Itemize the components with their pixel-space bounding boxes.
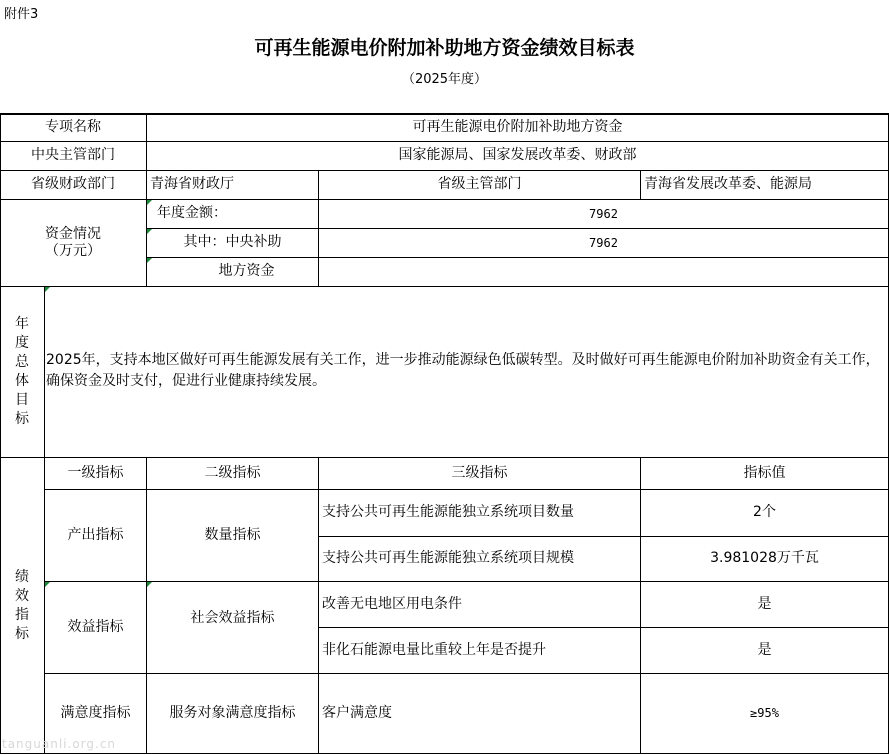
project-name-label: 专项名称 xyxy=(45,119,101,136)
annual-goal-char: 目 xyxy=(15,392,29,408)
performance-char: 指 xyxy=(15,606,29,623)
funding-label xyxy=(0,200,146,286)
funding-label-line1: 资金情况 xyxy=(45,225,101,242)
annual-goal-char: 度 xyxy=(15,335,29,351)
annual-goal-text: 2025年，支持本地区做好可再生能源发展有关工作，进一步推动能源绿色低碳转型。及时做好可再生能源电价附加补助资金有关工作，确保资金及时支付，促进行业健康持续发展。 xyxy=(46,352,880,389)
performance-char: 标 xyxy=(15,625,29,642)
provincial-finance-value: 青海省财政厅 xyxy=(150,176,234,193)
watermark: tanguanli.org.cn xyxy=(2,737,117,751)
output-value-row2: 3.981028万千瓦 xyxy=(710,550,819,567)
satisfaction-level3-row1: 客户满意度 xyxy=(322,704,392,721)
benefit-level2: 社会效益指标 xyxy=(190,609,275,626)
benefit-level1: 效益指标 xyxy=(67,618,124,635)
satisfaction-value-row1: ≥95% xyxy=(750,706,779,720)
header-level1: 一级指标 xyxy=(67,464,124,481)
output-level3-row1: 支持公共可再生能源能独立系统项目数量 xyxy=(322,504,574,521)
annual-goal-char: 体 xyxy=(15,373,29,389)
output-level3-row2: 支持公共可再生能源能独立系统项目规模 xyxy=(322,550,574,567)
annual-goal-char: 年 xyxy=(15,316,29,332)
local-funds-value xyxy=(319,258,888,286)
benefit-level3-row2: 非化石能源电量比重较上年是否提升 xyxy=(322,641,546,658)
annual-amount-value: 7962 xyxy=(589,206,618,221)
provincial-finance-label: 省级财政部门 xyxy=(31,176,115,193)
central-subsidy-value: 7962 xyxy=(589,235,618,250)
central-subsidy-label: 其中：中央补助 xyxy=(183,234,282,251)
performance-char: 绩 xyxy=(15,568,29,585)
project-name-value: 可再生能源电价附加补助地方资金 xyxy=(412,119,623,136)
provincial-dept-label: 省级主管部门 xyxy=(437,176,522,193)
annual-goal-char: 总 xyxy=(15,354,29,370)
header-level2: 二级指标 xyxy=(204,464,261,481)
annual-goal-char: 标 xyxy=(15,411,29,427)
local-funds-label: 地方资金 xyxy=(218,263,275,280)
output-level1: 产出指标 xyxy=(67,526,124,543)
central-dept-value: 国家能源局、国家发展改革委、财政部 xyxy=(398,147,637,164)
output-level2: 数量指标 xyxy=(204,526,261,543)
page-title: 可再生能源电价附加补助地方资金绩效目标表 xyxy=(254,37,635,59)
attachment-label: 附件3 xyxy=(4,7,39,22)
funding-label-line2: （万元） xyxy=(45,243,101,259)
benefit-level3-row1: 改善无电地区用电条件 xyxy=(322,595,462,612)
benefit-value-row2: 是 xyxy=(757,641,772,658)
cell-marker xyxy=(147,200,152,205)
annual-amount-label: 年度金额： xyxy=(157,205,227,222)
benefit-value-row1: 是 xyxy=(757,595,772,612)
cell-marker xyxy=(45,287,50,292)
header-level3: 三级指标 xyxy=(451,464,508,481)
annual-goal-label xyxy=(0,287,44,457)
cell-marker xyxy=(147,258,152,263)
cell-marker xyxy=(147,229,152,234)
performance-char: 效 xyxy=(15,587,29,604)
performance-label xyxy=(0,458,44,753)
satisfaction-level1: 满意度指标 xyxy=(60,704,131,721)
satisfaction-level2: 服务对象满意度指标 xyxy=(169,704,296,721)
central-dept-label: 中央主管部门 xyxy=(31,147,115,164)
provincial-dept-value: 青海省发展改革委、能源局 xyxy=(644,176,812,193)
page-subtitle: （2025年度） xyxy=(401,72,488,87)
output-value-row1: 2个 xyxy=(753,504,776,521)
header-value: 指标值 xyxy=(743,464,786,481)
